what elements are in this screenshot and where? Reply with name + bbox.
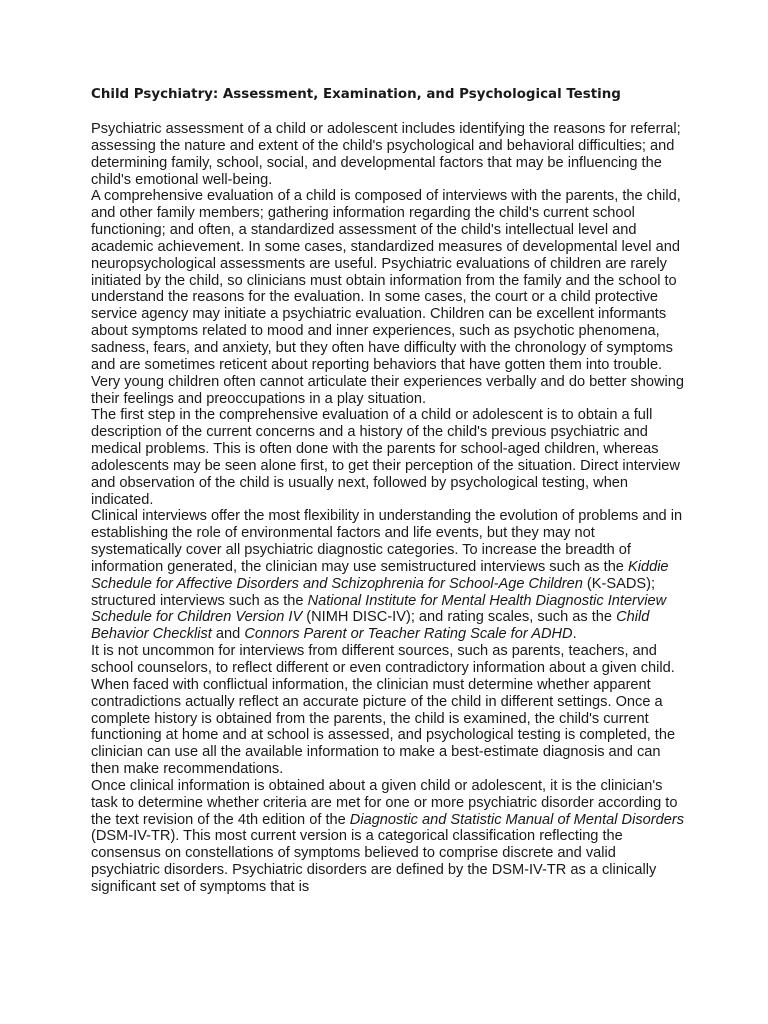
- italic-title-text: Connors Parent or Teacher Rating Scale for ADHD: [244, 626, 573, 643]
- document-page: [91, 86, 687, 896]
- document-title: Child Psychiatry: Assessment, Examination, and Psychological Testing: [91, 87, 621, 102]
- paragraph-text: (DSM-IV-TR). This most current version is a categorical classification reflecting the consensus on constellations of symptoms believed to comprise discrete and valid psychiatric disorders. Psychiatric disorders are defined by the DSM-IV-TR as a clinically significant set of symptoms that is: [91, 828, 657, 895]
- paragraph-text: (NIMH DISC-IV); and rating scales, such as the: [302, 609, 617, 626]
- paragraph: [91, 508, 687, 643]
- paragraph-text: (K-SADS); structured interviews such as the: [91, 575, 656, 609]
- paragraph: [91, 778, 687, 896]
- paragraph-text: Once clinical information is obtained about a given child or adolescent, it is the clinician's task to determine whether criteria are met for one or more psychiatric disorder according to the text revision of the 4th edition of the: [91, 777, 678, 828]
- italic-title-text: National Institute for Mental Health Diagnostic Interview Schedule for Children Version IV: [91, 592, 667, 626]
- paragraph-text: Clinical interviews offer the most flexibility in understanding the evolution of problems and in establishing the role of environmental factors and life events, but they may not systematically cover all psychiatric diagnostic categories. To increase the breadth of information generated, the clinician may use semistructured interviews such as the: [91, 508, 683, 575]
- paragraph-text: .: [572, 626, 577, 643]
- paragraph: [91, 188, 687, 407]
- italic-title-text: Child Behavior Checklist: [91, 609, 650, 643]
- paragraph-text: Psychiatric assessment of a child or adolescent includes identifying the reasons for referral; assessing the nature and extent of the child's psychological and behavioral difficulties; and determining family, school, social, and developmental factors that may be influencing the child's emotional well-being.: [91, 121, 681, 188]
- paragraph-text: It is not uncommon for interviews from different sources, such as parents, teachers, and school counselors, to reflect different or even contradictory information about a given child. When faced with conflictual information, the clinician must determine whether apparent contradictions actually reflect an accurate picture of the child in different settings. Once a complete history is obtained from the parents, the child is examined, the child's current functioning at home and at school is assessed, and psychological testing is completed, the clinician can use all the available information to make a best-estimate diagnosis and can then make recommendations.: [91, 643, 676, 778]
- paragraph-text: A comprehensive evaluation of a child is composed of interviews with the parents, the child, and other family members; gathering information regarding the child's current school functioning; and often, a standardized assessment of the child's intellectual level and academic achievement. In some cases, standardized measures of developmental level and neuropsychological assessments are useful. Psychiatric evaluations of children are rarely initiated by the child, so clinicians must obtain information from the family and the school to understand the reasons for the evaluation. In some cases, the court or a child protective service agency may initiate a psychiatric evaluation. Children can be excellent informants about symptoms related to mood and inner experiences, such as psychotic phenomena, sadness, fears, and anxiety, but they often have difficulty with the chronology of symptoms and are sometimes reticent about reporting behaviors that have gotten them into trouble. Very young children often cannot articulate their experiences verbally and do better showing their feelings and preoccupations in a play situation.: [91, 188, 685, 407]
- italic-title-text: Kiddie Schedule for Affective Disorders and Schizophrenia for School-Age Children: [91, 558, 669, 592]
- paragraph: [91, 407, 687, 508]
- paragraph: [91, 121, 687, 188]
- italic-title-text: Diagnostic and Statistic Manual of Mental Disorders: [349, 811, 684, 828]
- paragraph-text: The first step in the comprehensive evaluation of a child or adolescent is to obtain a full description of the current concerns and a history of the child's previous psychiatric and medical problems. This is often done with the parents for school-aged children, whereas adolescents may be seen alone first, to get their perception of the situation. Direct interview and observation of the child is usually next, followed by psychological testing, when indicated.: [91, 407, 680, 508]
- paragraph-text: and: [211, 626, 245, 643]
- document-body: [91, 121, 687, 896]
- paragraph: [91, 643, 687, 778]
